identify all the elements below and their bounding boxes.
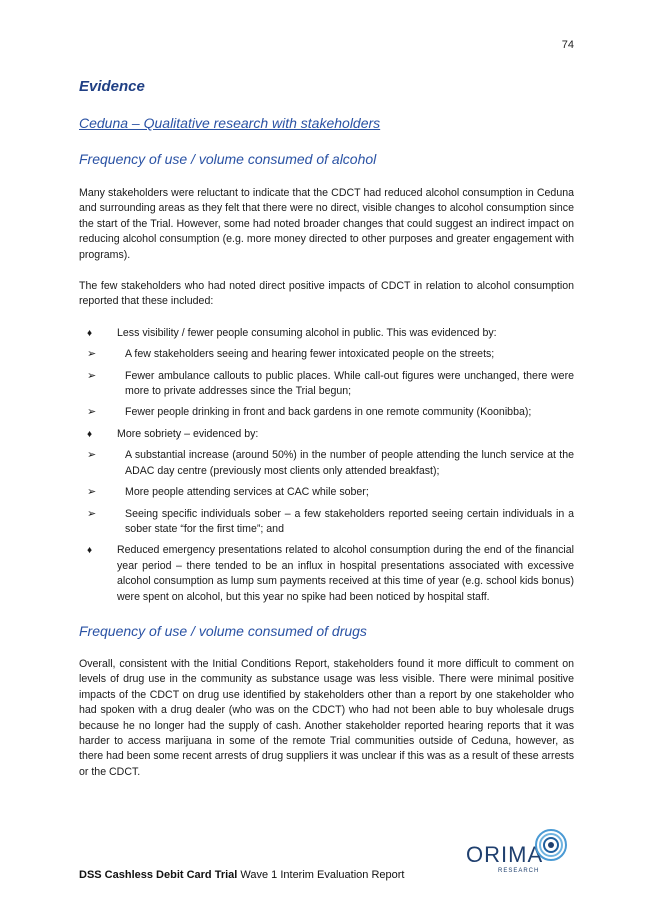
list-item [79, 427, 574, 442]
list-item-text: A substantial increase (around 50%) in the number of people attending the lunch service at the ADAC day centre (previously most clients only attended breakfast); [125, 449, 574, 477]
logo-subtitle: RESEARCH [498, 868, 540, 874]
arrow-bullet-icon: ➢ [87, 507, 97, 520]
list-item [79, 405, 574, 420]
orima-logo [462, 826, 572, 882]
logo-ring-icon [534, 828, 568, 862]
list-item [79, 347, 574, 362]
list-item [79, 507, 574, 538]
arrow-bullet-icon: ➢ [87, 348, 97, 361]
alcohol-paragraph-1: Many stakeholders were reluctant to indicate that the CDCT had reduced alcohol consumption in Ceduna and surrounding areas as they felt that there were no direct, visible changes to alcohol consumption since the start of the Trial. However, some had noted broader changes that could suggest an indirect impact on reducing alcohol consumption (e.g. more money directed to other purposes and greater engagement with programs). [79, 187, 574, 261]
diamond-bullet-icon: ♦ [87, 428, 93, 440]
list-item-text: More sobriety – evidenced by: [117, 427, 259, 440]
logo-wordmark: ORIMA [466, 842, 544, 867]
arrow-bullet-icon: ➢ [87, 486, 97, 499]
diamond-bullet-icon: ♦ [87, 545, 93, 557]
footer-report-title [79, 869, 404, 881]
footer-bold-title: DSS Cashless Debit Card Trial [79, 869, 238, 881]
arrow-bullet-icon: ➢ [87, 369, 97, 382]
heading-alcohol: Frequency of use / volume consumed of alcohol [79, 151, 377, 167]
list-item [79, 485, 574, 500]
document-content [79, 78, 574, 796]
list-item [79, 369, 574, 400]
list-item-text: Fewer people drinking in front and back gardens in one remote community (Koonibba); [125, 406, 532, 419]
list-item-text: Reduced emergency presentations related to alcohol consumption during the end of the financial year period – there tended to be an influx in hospital presentations associated with excessive alcohol consumption as lump sum payments received at this time of year (e.g. school kids bonus) were spent on alcohol, but this year no spike had been noticed by hospital staff. [117, 544, 574, 603]
list-item-text: Fewer ambulance callouts to public places. While call-out figures were unchanged, there were more to private addresses since the Trial begun; [125, 369, 574, 398]
arrow-bullet-icon: ➢ [87, 449, 97, 462]
alcohol-paragraph-2: The few stakeholders who had noted direct positive impacts of CDCT in relation to alcohol consumption reported that these included: [79, 280, 574, 308]
footer-regular-title: Wave 1 Interim Evaluation Report [237, 869, 405, 881]
list-item-text: Seeing specific individuals sober – a few stakeholders reported seeing certain individuals in a sober state “for the first time”; and [125, 507, 574, 535]
heading-location: Ceduna – Qualitative research with stakeholders [79, 115, 381, 131]
alcohol-bullet-list [79, 326, 574, 605]
diamond-bullet-icon: ♦ [87, 327, 93, 339]
list-item [79, 543, 574, 605]
list-item-text: Less visibility / fewer people consuming alcohol in public. This was evidenced by: [117, 326, 497, 339]
heading-evidence: Evidence [79, 78, 145, 95]
page-number: 74 [561, 39, 574, 51]
list-item-text: A few stakeholders seeing and hearing fewer intoxicated people on the streets; [125, 348, 495, 361]
heading-drugs: Frequency of use / volume consumed of drugs [79, 622, 367, 639]
list-item-text: More people attending services at CAC while sober; [125, 486, 369, 499]
arrow-bullet-icon: ➢ [87, 406, 97, 419]
drugs-paragraph: Overall, consistent with the Initial Conditions Report, stakeholders found it more difficult to comment on levels of drug use in the community as substance usage was less visible. There were minimal positive impacts of the CDCT on drug use identified by stakeholders other than a report by one stakeholder who had spoken with a drug dealer (who was on the CDCT) who had not been able to buy wholesale drugs because he no longer had the supply of cash. Another stakeholder reported hearing reports that it was harder to access marijuana in some of the remote Trial communities outside of Ceduna, however, as there had been some recent arrests of drug suppliers it was unclear if this was as a result of these arrests or the CDCT. [79, 657, 574, 778]
list-item [79, 326, 574, 341]
list-item [79, 448, 574, 479]
